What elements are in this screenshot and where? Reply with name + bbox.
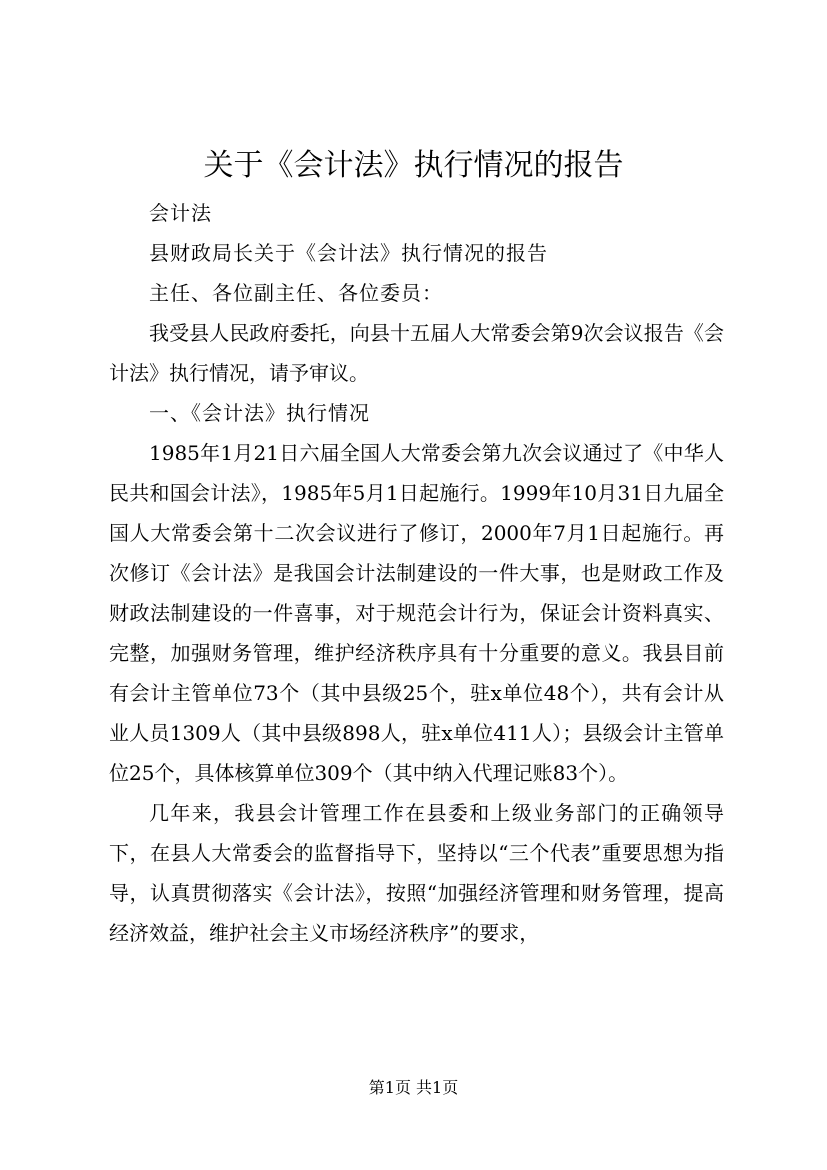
paragraph-report-heading: 县财政局长关于《会计法》执行情况的报告	[149, 241, 548, 265]
paragraph-subject: 会计法	[149, 201, 212, 225]
section-heading-1: 一、《会计法》执行情况	[149, 401, 370, 425]
paragraph-salutation: 主任、各位副主任、各位委员：	[149, 281, 443, 305]
paragraph-history: 1985年1月21日六届全国人大常委会第九次会议通过了《中华人民共和国会计法》，1985年5月1日起施行。1999年10月31日九届全国人大常委会第十二次会议进行了修订，2000年7月1日起施行。再次修订《会计法》是我国会计法制建设的一件大事，也是财政工作及财政法制建设的一件喜事，对于规范会计行为，保证会计资料真实、完整，加强财务管理，维护经济秩序具有十分重要的意义。我县目前有会计主管单位73个（其中县级25个，驻x单位48个），共有会计从业人员1309人（其中县级898人，驻x单位411人）；县级会计主管单位25个，具体核算单位309个（其中纳入代理记账83个）。	[109, 441, 724, 785]
document-body	[109, 193, 724, 953]
document-title: 关于《会计法》执行情况的报告	[203, 148, 624, 183]
page-footer: 第1页 共1页	[368, 1078, 459, 1097]
paragraph-progress: 几年来，我县会计管理工作在县委和上级业务部门的正确领导下，在县人大常委会的监督指导下，坚持以“三个代表”重要思想为指导，认真贯彻落实《会计法》，按照“加强经济管理和财务管理，提高经济效益，维护社会主义市场经济秩序”的要求，	[109, 801, 724, 945]
paragraph-intro: 我受县人民政府委托，向县十五届人大常委会第9次会议报告《会计法》执行情况，请予审议。	[109, 321, 724, 385]
